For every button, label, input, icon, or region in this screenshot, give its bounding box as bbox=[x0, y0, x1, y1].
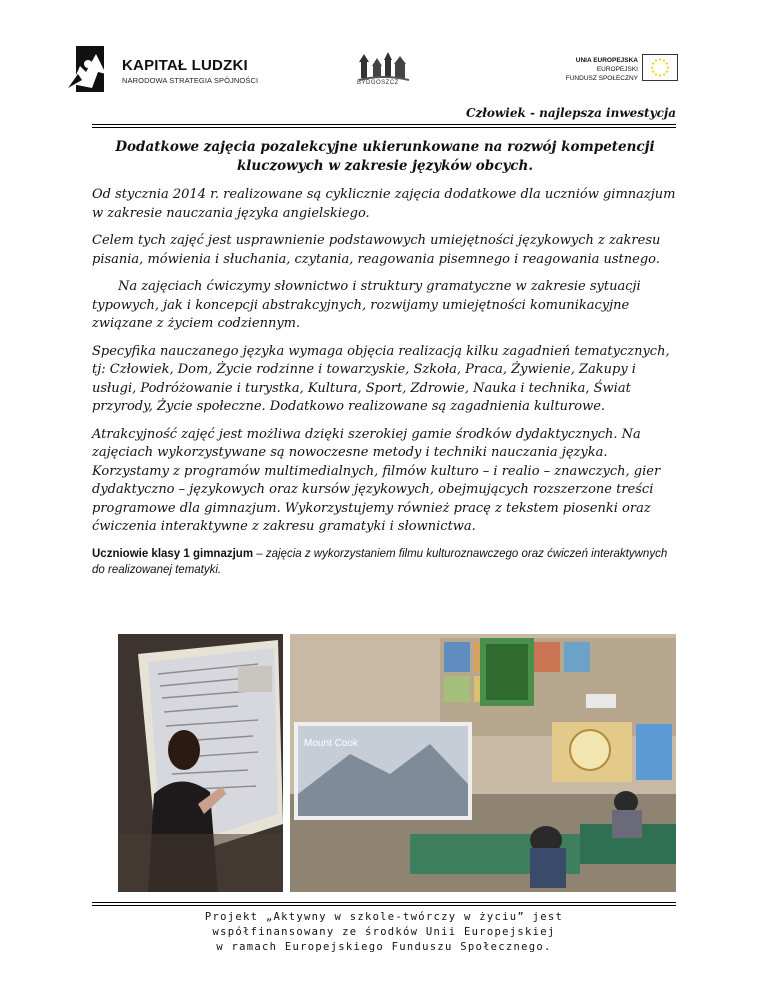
eu-line-1: UNIA EUROPEJSKA bbox=[575, 57, 638, 64]
eu-star bbox=[655, 59, 657, 61]
eu-star bbox=[651, 66, 653, 68]
document-title: Dodatkowe zajęcia pozalekcyjne ukierunkowane na rozwój kompetencji kluczowych w zakresie języków obcych. bbox=[115, 139, 655, 174]
eu-star bbox=[655, 73, 657, 75]
photo-classroom bbox=[290, 634, 676, 892]
eu-star bbox=[652, 62, 654, 64]
paragraph-2: Celem tych zajęć jest usprawnienie podstawowych umiejętności językowych z zakresu pisania, mówienia i słuchania, czytania, reagowania pisemnego i reagowania ustnego. bbox=[92, 233, 661, 267]
paragraph-5: Atrakcyjność zajęć jest możliwa dzięki szerokiej gamie środków dydaktycznych. Na zajęciach wykorzystywane są nowoczesne metody i techniki nauczania języka. Korzystamy z programów multimedialnych, filmów kulturo – i realio – znawczych, gier dydaktyczno – językowych oraz kursów językowych, obejmujących rozszerzone treści programowe dla gimnazjum. Wykorzystujemy również pracę z tekstem piosenki oraz ćwiczenia interaktywne z zakresu gramatyki i słownictwa. bbox=[92, 426, 661, 534]
eu-star bbox=[652, 70, 654, 72]
eu-flag-icon bbox=[642, 54, 678, 81]
caption-bold: Uczniowie klasy 1 gimnazjum bbox=[92, 547, 254, 560]
screen-text: Mount Cook bbox=[304, 738, 358, 749]
tagline: Człowiek - najlepsza inwestycja bbox=[465, 106, 676, 120]
kapital-ludzki-title: KAPITAŁ LUDZKI bbox=[122, 57, 248, 74]
page-header bbox=[0, 0, 768, 105]
photo-whiteboard bbox=[118, 634, 283, 892]
bydgoszcz-label: BYDGOSZCZ bbox=[357, 80, 399, 86]
header-rule-thin bbox=[92, 127, 676, 128]
header-rule bbox=[92, 124, 676, 125]
eu-text-block bbox=[566, 56, 638, 83]
kapital-ludzki-subtitle: NARODOWA STRATEGIA SPÓJNOŚCI bbox=[122, 76, 259, 85]
caption-rest: – zajęcia z wykorzystaniem filmu kulturoznawczego oraz ćwiczeń interaktywnych do realizowanej tematyki. bbox=[92, 547, 668, 576]
footer-rule-thin bbox=[92, 905, 676, 906]
eu-line-3: FUNDUSZ SPOŁECZNY bbox=[565, 75, 638, 82]
eu-line-2: EUROPEJSKI bbox=[596, 66, 638, 73]
eu-star bbox=[663, 59, 665, 61]
footer-line-3: w ramach Europejskiego Funduszu Społecznego. bbox=[216, 941, 552, 953]
eu-star bbox=[663, 73, 665, 75]
eu-star bbox=[659, 58, 661, 60]
paragraph-1: Od stycznia 2014 r. realizowane są cyklicznie zajęcia dodatkowe dla uczniów gimnazjum w zakresie nauczania języka angielskiego. bbox=[92, 187, 676, 221]
page-footer bbox=[92, 910, 676, 955]
photo-caption bbox=[92, 546, 678, 578]
footer-rule bbox=[92, 902, 676, 903]
eu-star bbox=[659, 74, 661, 76]
footer-line-1: Projekt „Aktywny w szkole-twórczy w życiu” jest bbox=[204, 911, 564, 923]
eu-star bbox=[666, 62, 668, 64]
main-content bbox=[92, 138, 678, 578]
footer-line-2: współfinansowany ze środków Unii Europejskiej bbox=[212, 926, 556, 938]
kapital-ludzki-logo bbox=[66, 44, 126, 94]
eu-star bbox=[666, 70, 668, 72]
paragraph-4: Specyfika nauczanego języka wymaga objęcia realizacją kilku zagadnień tematycznych, tj: Człowiek, Dom, Życie rodzinne i towarzyskie, Szkoła, Praca, Żywienie, Zakupy i usługi, Podróżowanie i turystka, Kultura, Sport, Zdrowie, Nauka i technika, Świat przyrody, Życie społeczne. Dodatkowo realizowane są zagadnienia kulturowe. bbox=[92, 343, 670, 414]
eu-star bbox=[667, 66, 669, 68]
paragraph-3: Na zajęciach ćwiczymy słownictwo i struktury gramatyczne w zakresie sytuacji typowych, jak i koncepcji abstrakcyjnych, rozwijamy umiejętności komunikacyjne związane z życiem codziennym. bbox=[92, 279, 641, 331]
